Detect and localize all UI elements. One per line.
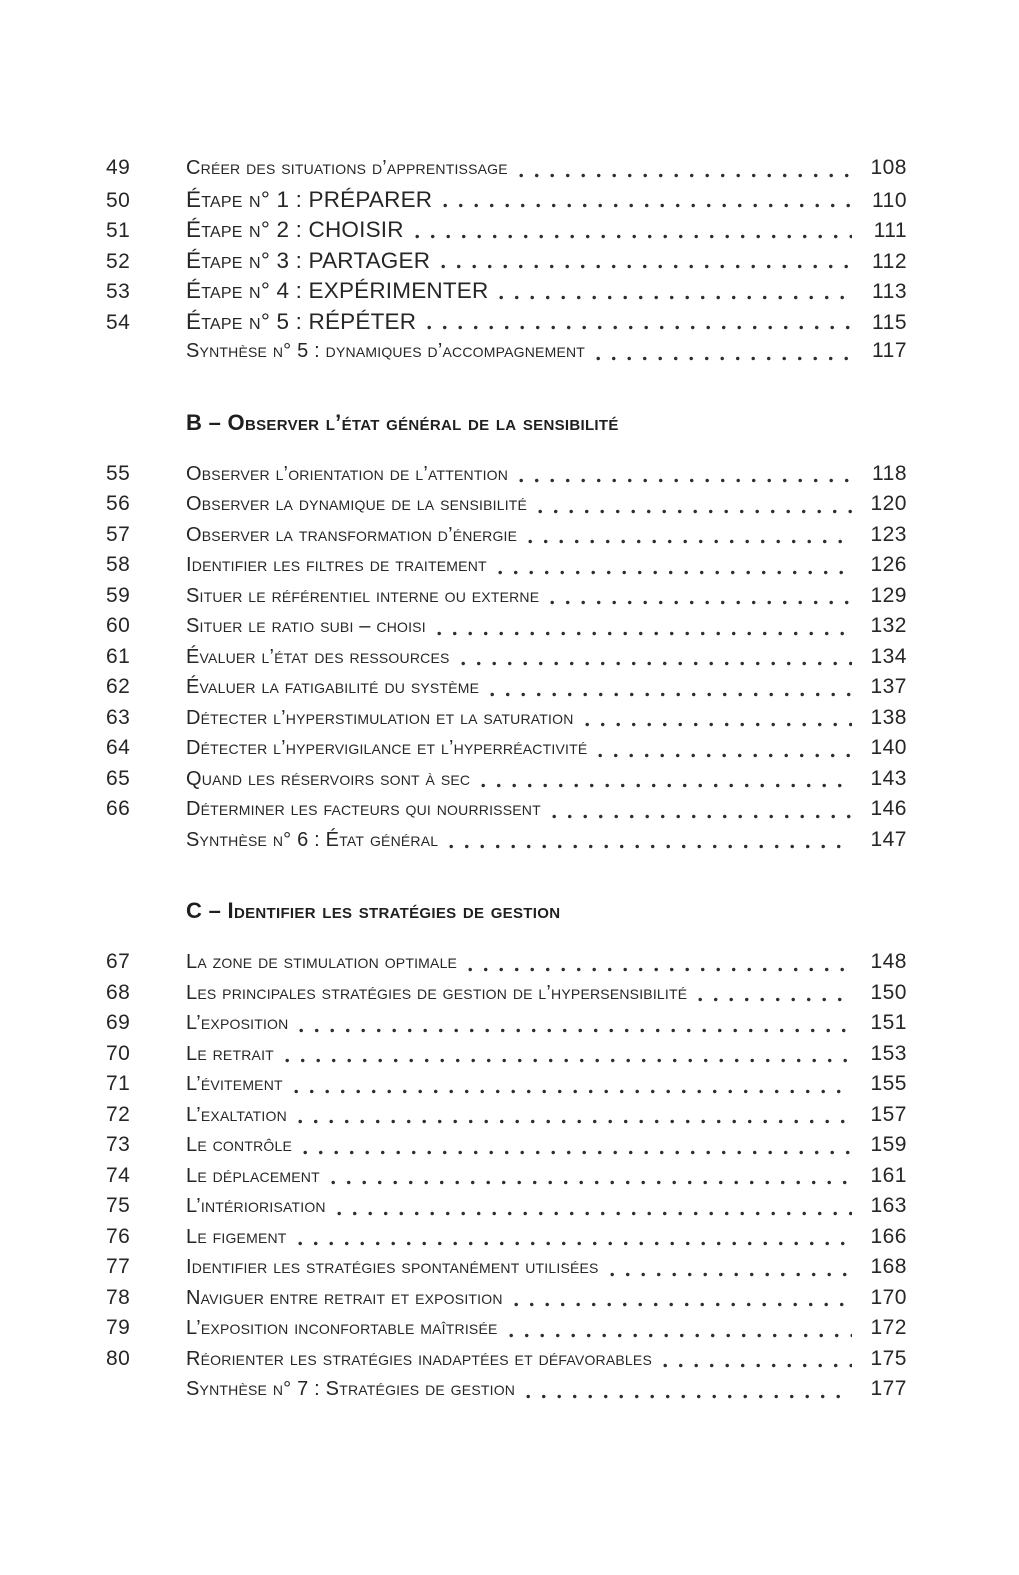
- entry-title: Détecter l’hypervigilance et l’hyperréactivité: [186, 737, 588, 759]
- dot-leader: [538, 509, 852, 514]
- dot-leader: [441, 264, 852, 269]
- section-heading: B – Observer l’état général de la sensibilité: [186, 409, 619, 435]
- toc-entry: [106, 523, 907, 554]
- dot-leader: [509, 1333, 852, 1338]
- entry-number: 53: [106, 280, 131, 303]
- toc-entry: [106, 981, 907, 1012]
- entry-title: Identifier les filtres de traitement: [186, 554, 487, 576]
- entry-page-number: 161: [870, 1163, 907, 1187]
- entry-title: Étape n° 1 : PRÉPARER: [186, 186, 433, 212]
- dot-leader: [303, 1150, 852, 1155]
- entry-title: Étape n° 4 : EXPÉRIMENTER: [186, 278, 489, 303]
- toc-entry: [106, 278, 907, 309]
- toc-entry: [106, 1072, 907, 1103]
- entry-page-number: 117: [872, 339, 907, 362]
- toc-entry: [106, 1103, 907, 1134]
- entry-number: 56: [106, 492, 131, 515]
- entry-title: La zone de stimulation optimale: [186, 951, 458, 973]
- toc-entry: [106, 217, 907, 248]
- entry-page-number: 175: [870, 1346, 907, 1370]
- entry-number: 55: [106, 461, 131, 485]
- toc-entry: [106, 828, 907, 859]
- entry-page-number: 113: [872, 280, 907, 303]
- dot-leader: [427, 325, 852, 330]
- entry-number: 71: [106, 1072, 131, 1095]
- entry-title: Observer l’orientation de l’attention: [186, 462, 509, 485]
- entry-page-number: 118: [872, 461, 907, 485]
- entry-page-number: 168: [870, 1255, 907, 1278]
- entry-page-number: 143: [870, 766, 907, 790]
- entry-page-number: 129: [870, 583, 907, 607]
- toc-entry: [106, 1347, 907, 1378]
- entry-page-number: 138: [870, 705, 907, 729]
- dot-leader: [299, 1028, 852, 1033]
- entry-number: 52: [106, 249, 131, 273]
- toc-entry: [106, 1164, 907, 1195]
- dot-leader: [596, 356, 852, 361]
- dot-leader: [331, 1180, 852, 1185]
- entry-page-number: 177: [870, 1377, 907, 1400]
- dot-leader: [519, 173, 852, 178]
- dot-leader: [449, 844, 852, 849]
- entry-title: Évaluer l’état des ressources: [186, 645, 450, 668]
- toc-entry: [106, 767, 907, 798]
- entry-title: Observer la dynamique de la sensibilité: [186, 493, 528, 515]
- entry-number: 50: [106, 188, 131, 212]
- toc: [106, 156, 907, 1408]
- dot-leader: [519, 478, 852, 483]
- entry-page-number: 148: [870, 950, 907, 973]
- toc-entry: [106, 187, 907, 218]
- entry-number: 61: [106, 644, 131, 668]
- toc-entry: [106, 1286, 907, 1317]
- entry-title: Créer des situations d’apprentissage: [186, 157, 508, 179]
- entry-page-number: 112: [872, 249, 907, 273]
- dot-leader: [481, 783, 852, 788]
- entry-title: Observer la transformation d’énergie: [186, 523, 518, 546]
- entry-page-number: 172: [870, 1316, 907, 1339]
- toc-entry: [106, 1042, 907, 1073]
- entry-title: Le figement: [186, 1225, 287, 1248]
- entry-page-number: 170: [870, 1285, 907, 1309]
- entry-page-number: 159: [870, 1133, 907, 1156]
- entry-number: 70: [106, 1041, 131, 1065]
- toc-entry: [106, 1377, 907, 1408]
- dot-leader: [461, 661, 852, 666]
- toc-entry: [106, 1133, 907, 1164]
- dot-leader: [698, 997, 852, 1002]
- toc-entry: [106, 706, 907, 737]
- entry-number: 57: [106, 522, 131, 546]
- entry-title: Synthèse n° 7 : Stratégies de gestion: [186, 1378, 516, 1400]
- entry-page-number: 137: [870, 675, 907, 698]
- dot-leader: [610, 1272, 852, 1277]
- entry-number: 64: [106, 736, 131, 759]
- toc-entry: [106, 797, 907, 828]
- entry-page-number: 110: [872, 188, 907, 212]
- toc-entry: [106, 462, 907, 493]
- toc-entry: [106, 339, 907, 370]
- dot-leader: [337, 1211, 852, 1216]
- dot-leader: [552, 814, 852, 819]
- entry-title: Naviguer entre retrait et exposition: [186, 1286, 503, 1309]
- toc-entry: [106, 492, 907, 523]
- entry-page-number: 134: [870, 644, 907, 668]
- entry-number: 76: [106, 1224, 131, 1248]
- entry-number: 78: [106, 1285, 131, 1309]
- entry-title: Étape n° 2 : CHOISIR: [186, 217, 404, 242]
- dot-leader: [294, 1089, 852, 1094]
- entry-title: Situer le référentiel interne ou externe: [186, 584, 540, 607]
- toc-entry: [106, 736, 907, 767]
- entry-number: 54: [106, 310, 131, 334]
- entry-title: Situer le ratio subi – choisi: [186, 615, 426, 637]
- entry-title: Étape n° 3 : PARTAGER: [186, 247, 431, 273]
- dot-leader: [468, 967, 852, 972]
- entry-number: 58: [106, 553, 131, 576]
- entry-number: 49: [106, 156, 131, 179]
- entry-title: L’exposition inconfortable maîtrisée: [186, 1317, 498, 1339]
- entry-page-number: 151: [870, 1011, 907, 1034]
- entry-page-number: 108: [870, 156, 907, 179]
- entry-title: Synthèse n° 6 : État général: [186, 828, 439, 851]
- section-heading: C – Identifier les stratégies de gestion: [186, 898, 561, 923]
- entry-title: Étape n° 5 : RÉPÉTER: [186, 308, 417, 334]
- entry-page-number: 115: [872, 310, 907, 334]
- entry-number: 66: [106, 797, 131, 820]
- entry-page-number: 111: [873, 219, 907, 242]
- entry-page-number: 166: [870, 1224, 907, 1248]
- entry-number: 73: [106, 1133, 131, 1156]
- dot-leader: [514, 1302, 852, 1307]
- entry-page-number: 140: [870, 736, 907, 759]
- dot-leader: [585, 722, 852, 727]
- toc-entry: [106, 675, 907, 706]
- entry-title: L’intériorisation: [186, 1195, 326, 1217]
- toc-entry: [106, 1316, 907, 1347]
- dot-leader: [528, 539, 852, 544]
- entry-page-number: 120: [870, 492, 907, 515]
- dot-leader: [298, 1241, 852, 1246]
- entry-number: 74: [106, 1163, 131, 1187]
- entry-page-number: 146: [870, 797, 907, 820]
- entry-number: 77: [106, 1255, 131, 1278]
- entry-title: Quand les réservoirs sont à sec: [186, 767, 471, 790]
- entry-title: Détecter l’hyperstimulation et la saturation: [186, 706, 574, 729]
- entry-number: 51: [106, 219, 131, 242]
- entry-page-number: 132: [870, 614, 907, 637]
- entry-title: Déterminer les facteurs qui nourrissent: [186, 798, 541, 820]
- dot-leader: [490, 692, 852, 697]
- toc-entry: [106, 309, 907, 340]
- entry-page-number: 147: [870, 827, 907, 851]
- dot-leader: [298, 1119, 852, 1124]
- entry-number: 65: [106, 766, 131, 790]
- entry-title: Les principales stratégies de gestion de l’hypersensibilité: [186, 981, 688, 1004]
- dot-leader: [285, 1058, 852, 1063]
- entry-number: 62: [106, 675, 131, 698]
- toc-entry: [106, 614, 907, 645]
- dot-leader: [526, 1394, 852, 1399]
- dot-leader: [415, 234, 852, 239]
- entry-number: 68: [106, 980, 131, 1004]
- entry-number: 80: [106, 1346, 131, 1370]
- entry-title: L’évitement: [186, 1073, 283, 1095]
- entry-title: Le retrait: [186, 1042, 274, 1065]
- toc-entry: [106, 156, 907, 187]
- entry-title: L’exposition: [186, 1012, 289, 1034]
- toc-entry: [106, 553, 907, 584]
- dot-leader: [663, 1363, 852, 1368]
- entry-title: Réorienter les stratégies inadaptées et défavorables: [186, 1347, 652, 1370]
- entry-number: 60: [106, 614, 131, 637]
- toc-entry: [106, 248, 907, 279]
- toc-entry: [106, 1255, 907, 1286]
- toc-entry: [106, 1194, 907, 1225]
- entry-title: Identifier les stratégies spontanément utilisées: [186, 1256, 599, 1278]
- toc-entry: [106, 1011, 907, 1042]
- dot-leader: [498, 570, 852, 575]
- entry-number: 72: [106, 1102, 131, 1126]
- entry-page-number: 157: [870, 1102, 907, 1126]
- dot-leader: [437, 631, 852, 636]
- entry-number: 79: [106, 1316, 131, 1339]
- entry-page-number: 126: [870, 553, 907, 576]
- toc-entry: [106, 950, 907, 981]
- dot-leader: [443, 203, 852, 208]
- dot-leader: [598, 753, 852, 758]
- entry-page-number: 163: [870, 1194, 907, 1217]
- entry-page-number: 123: [870, 522, 907, 546]
- entry-number: 75: [106, 1194, 131, 1217]
- entry-title: Synthèse n° 5 : dynamiques d’accompagnement: [186, 340, 586, 362]
- entry-title: L’exaltation: [186, 1103, 287, 1126]
- dot-leader: [550, 600, 852, 605]
- toc-entry: [106, 1225, 907, 1256]
- entry-title: Évaluer la fatigabilité du système: [186, 676, 480, 698]
- entry-title: Le contrôle: [186, 1134, 293, 1156]
- entry-page-number: 150: [870, 980, 907, 1004]
- toc-entry: [106, 584, 907, 615]
- dot-leader: [499, 295, 852, 300]
- entry-title: Le déplacement: [186, 1164, 320, 1187]
- entry-page-number: 153: [870, 1041, 907, 1065]
- entry-number: 59: [106, 583, 131, 607]
- entry-number: 69: [106, 1011, 131, 1034]
- entry-number: 67: [106, 950, 131, 973]
- entry-page-number: 155: [870, 1072, 907, 1095]
- toc-entry: [106, 645, 907, 676]
- entry-number: 63: [106, 705, 131, 729]
